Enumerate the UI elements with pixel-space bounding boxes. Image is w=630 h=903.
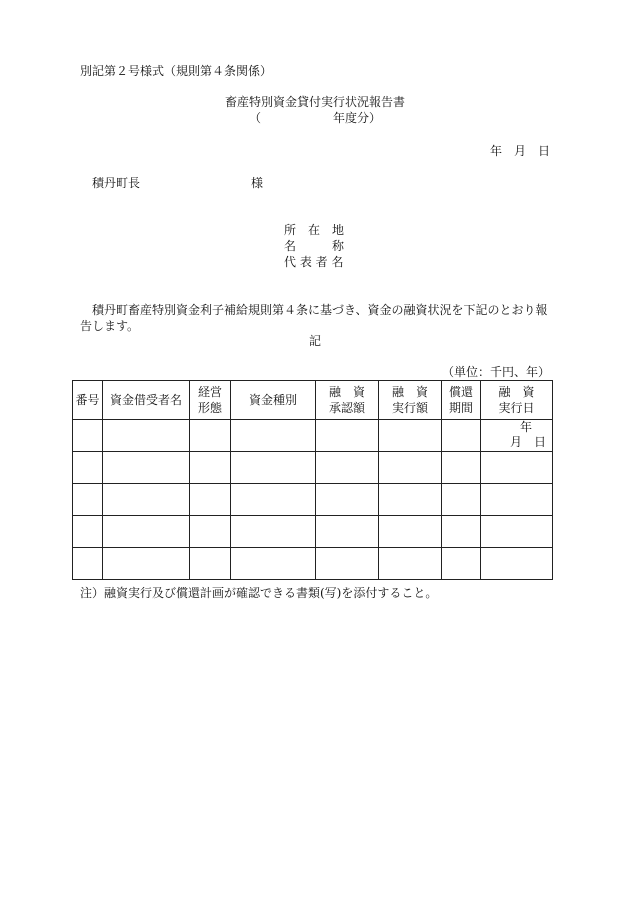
- sender-address-label: 所 在 地: [284, 223, 345, 237]
- form-number-label: 別記第２号様式（規則第４条関係）: [80, 64, 273, 78]
- table-cell: [481, 452, 553, 484]
- table-cell: [442, 452, 481, 484]
- table-cell: [190, 484, 231, 516]
- table-cell: [73, 484, 103, 516]
- table-cell: [316, 548, 379, 580]
- table-cell: [316, 484, 379, 516]
- table-cell: [103, 516, 190, 548]
- addressee-honorific: 様: [251, 176, 264, 190]
- table-cell: [442, 420, 481, 452]
- table-cell: [103, 484, 190, 516]
- table-cell: [231, 452, 316, 484]
- table-cell: [316, 452, 379, 484]
- table-cell: [73, 516, 103, 548]
- table-header-row: [73, 381, 553, 420]
- table-cell: [481, 420, 553, 452]
- sender-name-label: 名 称: [284, 239, 345, 253]
- table-cell: [379, 452, 442, 484]
- table-cell: [231, 484, 316, 516]
- table-row: [73, 516, 553, 548]
- table-cell: [481, 516, 553, 548]
- header-execution-date: 融 資 実行日: [481, 381, 553, 420]
- fiscal-year-line: （ 年度分）: [248, 111, 381, 125]
- addressee-name: 積丹町長: [92, 176, 141, 190]
- table-cell: [103, 452, 190, 484]
- table-cell: [231, 548, 316, 580]
- table-row: [73, 420, 553, 452]
- date-month-day-label: 月 日: [509, 435, 546, 449]
- header-repayment-period: 償還 期間: [442, 381, 481, 420]
- table-cell: [442, 548, 481, 580]
- table-cell: [442, 516, 481, 548]
- table-cell: [481, 484, 553, 516]
- table-cell: [442, 484, 481, 516]
- table-cell: [73, 452, 103, 484]
- unit-label: （単位：千円、年）: [441, 365, 550, 379]
- table-cell: [379, 516, 442, 548]
- table-cell: [190, 516, 231, 548]
- table-cell: [316, 420, 379, 452]
- table-cell: [103, 548, 190, 580]
- table-cell: [231, 420, 316, 452]
- header-approved-amount: 融 資 承認額: [316, 381, 379, 420]
- header-fund-type: 資金種別: [231, 381, 316, 420]
- header-number: 番号: [73, 381, 103, 420]
- table-cell: [379, 420, 442, 452]
- table-cell: [190, 420, 231, 452]
- loan-status-table: [72, 380, 553, 580]
- date-year-label: 年: [519, 420, 532, 434]
- header-business-form: 経営 形態: [190, 381, 231, 420]
- table-cell: [190, 452, 231, 484]
- document-title: 畜産特別資金貸付実行状況報告書: [224, 95, 405, 109]
- header-borrower-name: 資金借受者名: [103, 381, 190, 420]
- table-cell: [103, 420, 190, 452]
- sender-block: [284, 222, 344, 270]
- header-executed-amount: 融 資 実行額: [379, 381, 442, 420]
- table-cell: [379, 548, 442, 580]
- footnote: 注）融資実行及び償還計画が確認できる書類(写)を添付すること。: [80, 586, 438, 600]
- report-body-text: 積丹町畜産特別資金利子補給規則第４条に基づき、資金の融資状況を下記のとおり報告します。: [80, 303, 548, 333]
- table-cell: [190, 548, 231, 580]
- report-date-line: 年 月 日: [489, 144, 550, 158]
- table-row: [73, 484, 553, 516]
- table-cell: [231, 516, 316, 548]
- note-mark: 記: [308, 334, 321, 348]
- table-cell: [379, 484, 442, 516]
- table-cell: [316, 516, 379, 548]
- table-cell: [73, 548, 103, 580]
- sender-representative-label: 代 表 者 名: [284, 255, 344, 269]
- table-cell: [481, 548, 553, 580]
- table-row: [73, 548, 553, 580]
- table-row: [73, 452, 553, 484]
- table-cell: [73, 420, 103, 452]
